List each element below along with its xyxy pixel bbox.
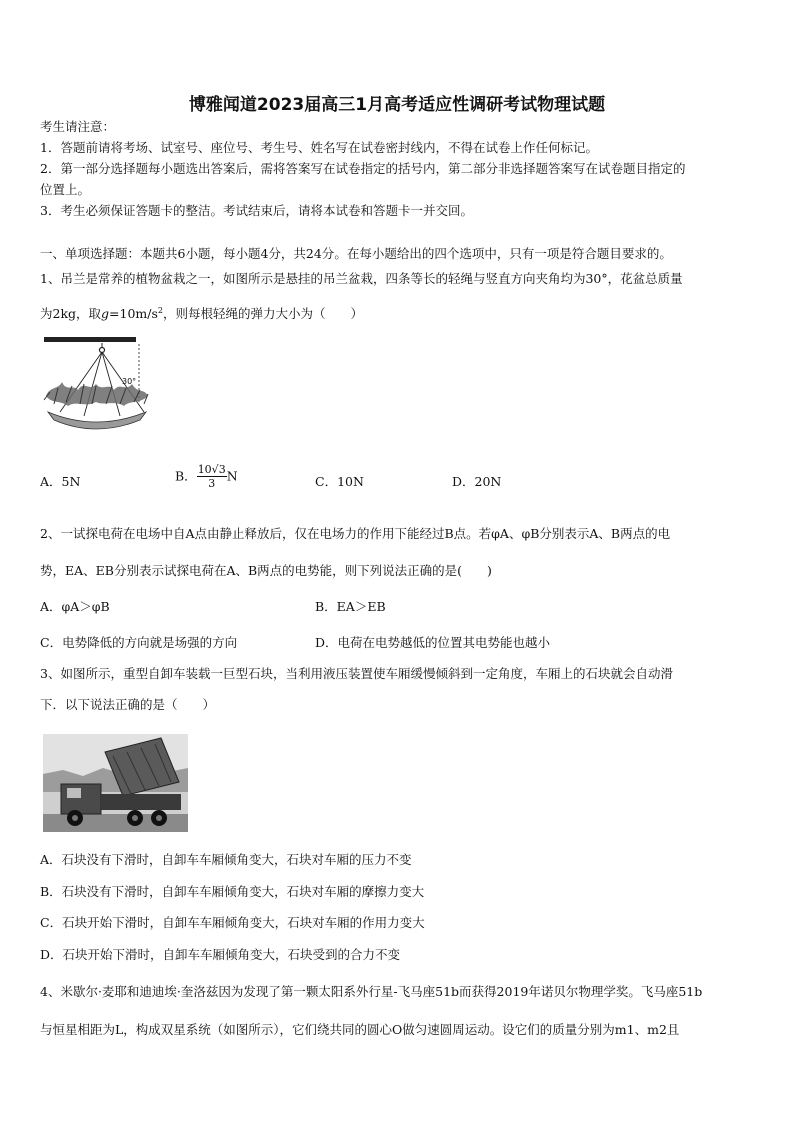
angle-label: 30° — [122, 377, 137, 386]
page-title: 博雅闻道2023届高三1月高考适应性调研考试物理试题 — [188, 95, 606, 115]
q2-stem-line1: 2、一试探电荷在电场中自A点由静止释放后，仅在电场力的作用下能经过B点。若φA、φB分别表示A、B两点的电 — [40, 526, 671, 541]
q2-option-a: A．φA＞φB — [40, 599, 110, 614]
q1-stem-line1: 1、吊兰是常养的植物盆栽之一，如图所示是悬挂的吊兰盆栽，四条等长的轻绳与竖直方向夹角均为30°，花盆总质量 — [40, 271, 683, 286]
section-heading: 一、单项选择题：本题共6小题，每小题4分，共24分。在每小题给出的四个选项中，只有一项是符合题目要求的。 — [40, 246, 672, 261]
q1-option-a: A．5N — [40, 474, 81, 489]
q3-option-a: A．石块没有下滑时，自卸车车厢倾角变大，石块对车厢的压力不变 — [40, 852, 412, 867]
notice-heading: 考生请注意： — [40, 119, 116, 134]
notice-item-3: 3．考生必须保证答题卡的整洁。考试结束后，请将本试卷和答题卡一并交回。 — [40, 203, 473, 218]
q3-option-d: D．石块开始下滑时，自卸车车厢倾角变大，石块受到的合力不变 — [40, 947, 401, 962]
q1-stem-line2: 为2kg，取$g=10m/s^2$，则每根轻绳的弹力大小为（ ） — [40, 306, 364, 322]
q1-option-d: D．20N — [452, 474, 502, 489]
q1-option-b-denominator: 3 — [208, 477, 216, 490]
q1-option-b-numerator: 10√3 — [197, 463, 226, 476]
q2-option-c: C．电势降低的方向就是场强的方向 — [40, 635, 238, 650]
q2-option-d: D．电荷在电势越低的位置其电势能也越小 — [315, 635, 551, 650]
notice-item-1: 1．答题前请将考场、试室号、座位号、考生号、姓名写在试卷密封线内，不得在试卷上作任何标记。 — [40, 140, 598, 155]
hanging-plant-figure — [40, 334, 152, 442]
q2-stem-line2: 势，EA、EB分别表示试探电荷在A、B两点的电势能，则下列说法正确的是( ) — [40, 563, 492, 578]
notice-item-2: 2．第一部分选择题每小题选出答案后，需将答案写在试卷指定的括号内，第二部分非选择题答案写在试卷题目指定的 — [40, 161, 686, 176]
q4-stem-line1: 4、米歇尔·麦耶和迪迪埃·奎洛兹因为发现了第一颗太阳系外行星-飞马座51b而获得2019年诺贝尔物理学奖。飞马座51b — [40, 984, 703, 999]
dump-truck-photo — [43, 734, 188, 832]
q1-option-b: B． $\frac{10√3}{3}$ N — [175, 463, 238, 490]
q3-stem-line2: 下．以下说法正确的是（ ） — [40, 697, 216, 712]
notice-item-2-cont: 位置上。 — [40, 182, 91, 197]
q3-option-b: B．石块没有下滑时，自卸车车厢倾角变大，石块对车厢的摩擦力变大 — [40, 884, 425, 899]
q3-option-c: C．石块开始下滑时，自卸车车厢倾角变大，石块对车厢的作用力变大 — [40, 915, 425, 930]
q2-option-b: B．EA＞EB — [315, 599, 386, 614]
q4-stem-line2: 与恒星相距为L，构成双星系统（如图所示），它们绕共同的圆心O做匀速圆周运动。设它们的质量分别为m1、m2且 — [40, 1022, 680, 1037]
q3-stem-line1: 3、如图所示，重型自卸车装载一巨型石块，当利用液压装置使车厢缓慢倾斜到一定角度，车厢上的石块就会自动滑 — [40, 666, 673, 681]
q1-option-c: C．10N — [315, 474, 364, 489]
